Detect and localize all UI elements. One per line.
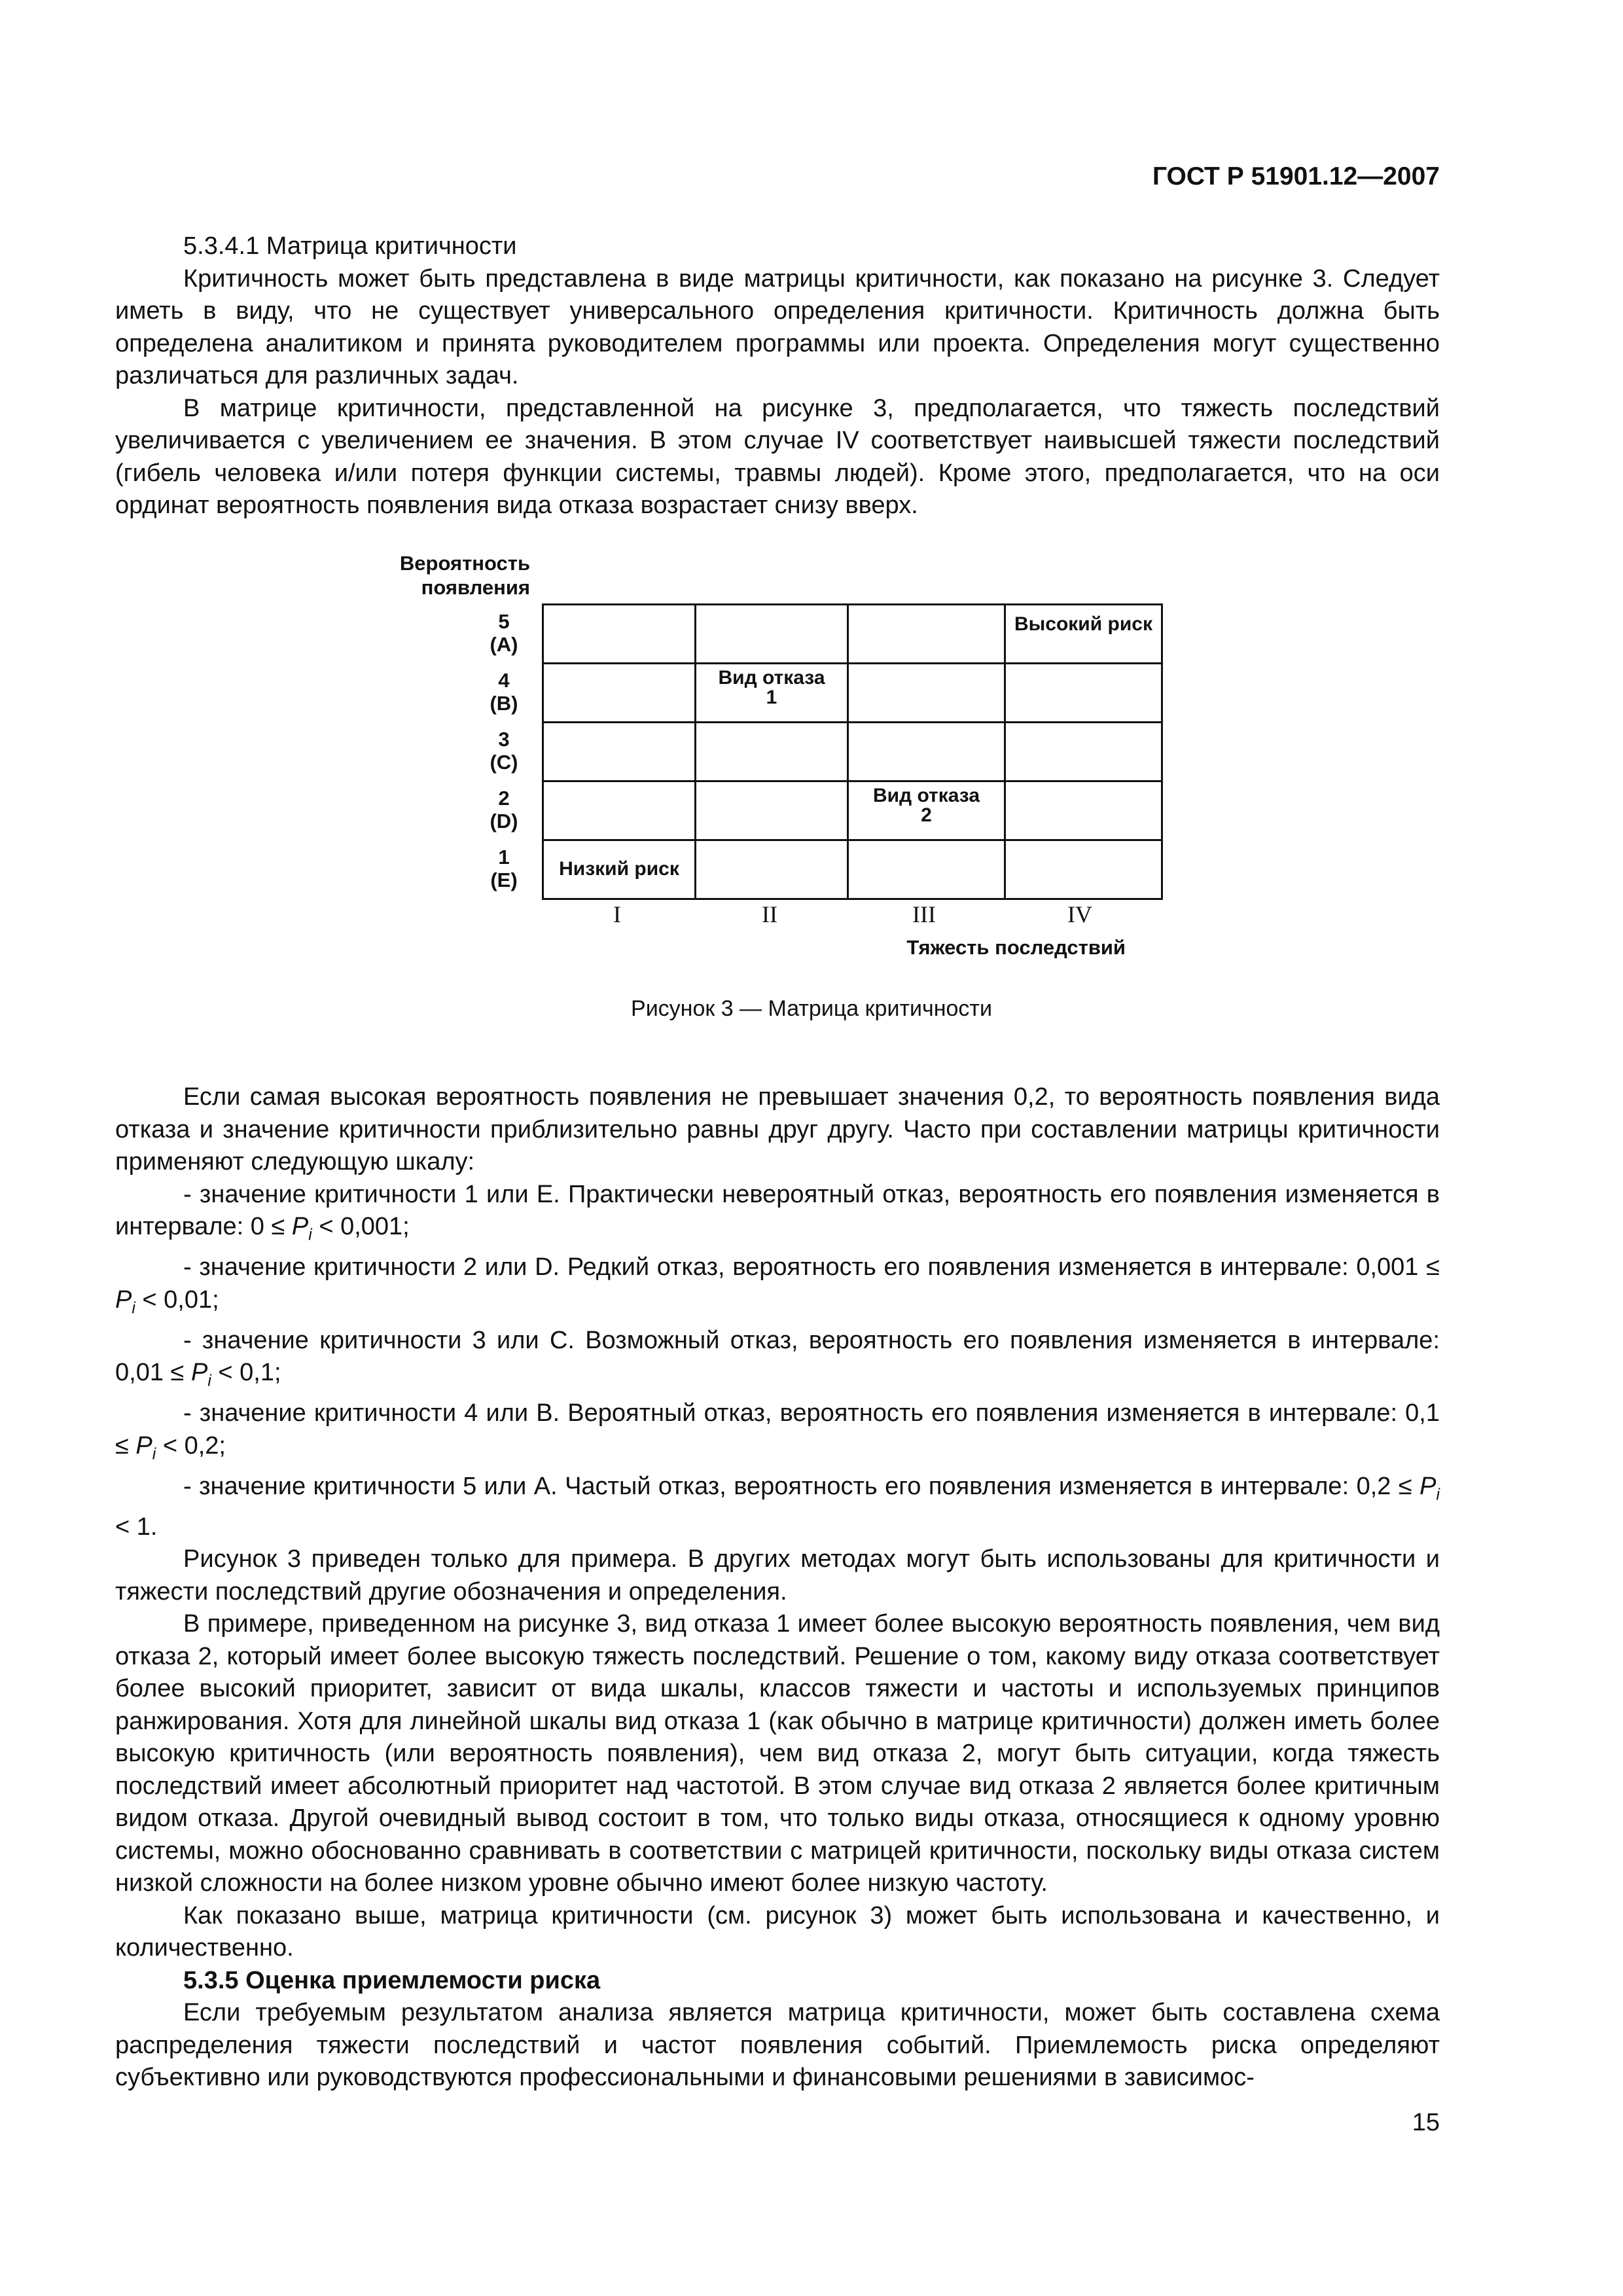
matrix-cell-low-risk: Низкий риск [543,840,696,899]
x-axis-title: Тяжесть последствий [906,936,1126,959]
matrix-cell [848,605,1005,664]
row-number: 2 [498,787,510,810]
matrix-cell [696,605,848,664]
matrix-cell [1005,781,1162,840]
row-label-2 [478,787,530,833]
row-letter: (E) [490,869,518,891]
row-number: 3 [498,728,510,751]
matrix-cell [1005,664,1162,723]
row-label-4 [478,669,530,715]
row-letter: (A) [490,633,518,656]
subsection-heading: 5.3.4.1 Матрица критичности [183,232,517,260]
row-number: 5 [498,610,510,633]
row-label-3 [478,728,530,774]
y-axis-title: Вероятность появления [399,552,530,599]
matrix-cell [848,840,1005,899]
matrix-cell [543,605,696,664]
main-text [115,1081,1440,2094]
matrix-cell-failure-mode-1: Вид отказа 1 [696,664,848,723]
paragraph: В примере, приведенном на рисунке 3, вид отказа 1 имеет более высокую вероятность появления, чем вид отказа 2, который имеет более высокую тяжесть последствий. Решение о том, какому виду отказа соответствует более высокий приоритет, зависит от вида шкалы, классов тяжести и частоты и используемых принципов ранжирования. Хотя для линейной шкалы вид отказа 1 (как обычно в матрице критичности) должен иметь более высокую критичность (или вероятность появления), чем вид отказа 2, могут быть ситуации, когда тяжесть последствий имеет абсолютный приоритет над частотой. В этом случае вид отказа 2 является более критичным видом отказа. Другой очевидный вывод состоит в том, что только виды отказа, относящиеся к одному уровню системы, можно обоснованно сравнивать в соответствии с матрицей критичности, поскольку виды отказа систем низкой сложности на более низком уровне обычно имеют более низкую частоту. [115,1610,1440,1897]
matrix-cell-high-risk: Высокий риск [1005,605,1162,664]
column-label-1: I [613,901,621,927]
scale-item: - значение критичности 4 или B. Вероятный отказ, вероятность его появления изменяется в интервале: $0,1 \le P_i < 0,2$; [115,1399,1440,1463]
scale-item: - значение критичности 1 или E. Практически невероятный отказ, вероятность его появления изменяется в интервале: $0 \le P_i < 0,001$; [115,1180,1440,1244]
paragraph: Если требуемым результатом анализа является матрица критичности, может быть составлена схема распределения тяжести последствий и частот появления событий. Приемлемость риска определяют субъективно или руководствуются профессиональными и финансовыми решениями в зависимос- [115,1999,1440,2092]
matrix-cell [696,840,848,899]
section-heading: 5.3.5 Оценка приемлемости риска [183,1966,601,1994]
paragraph: Рисунок 3 приведен только для примера. В других методах могут быть использованы для критичности и тяжести последствий другие обозначения и определения. [115,1545,1440,1605]
matrix-cell [1005,840,1162,899]
scale-item: - значение критичности 2 или D. Редкий отказ, вероятность его появления изменяется в интервале: $0,001 \le P_i < 0,01$; [115,1253,1440,1318]
intro-section [115,230,1440,522]
row-letter: (B) [490,692,518,715]
row-number: 1 [498,846,510,869]
column-label-2: II [762,901,777,927]
row-letter: (C) [490,751,518,774]
matrix-cell [848,664,1005,723]
matrix-cell [543,723,696,781]
matrix-cell [696,723,848,781]
matrix-cell [848,723,1005,781]
row-label-1 [478,846,530,891]
criticality-matrix [542,603,1163,900]
row-number: 4 [498,669,510,692]
paragraph: Критичность может быть представлена в виде матрицы критичности, как показано на рисунке 3. Следует иметь в виду, что не существует универсального определения критичности. Критичность должна быть определена аналитиком и принята руководителем программы или проекта. Определения могут существенно различаться для различных задач. [115,264,1440,389]
page-number: 15 [1412,2109,1440,2136]
paragraph: Как показано выше, матрица критичности (см. рисунок 3) может быть использована и качественно, и количественно. [115,1901,1440,1962]
matrix-cell [1005,723,1162,781]
column-label-3: III [912,901,936,927]
row-letter: (D) [490,810,518,833]
paragraph: Если самая высокая вероятность появления не превышает значения 0,2, то вероятность появления вида отказа и значение критичности приблизительно равны друг другу. Часто при составлении матрицы критичности применяют следующую шкалу: [115,1083,1440,1175]
column-label-4: IV [1067,901,1092,927]
scale-item: - значение критичности 5 или A. Частый отказ, вероятность его появления изменяется в интервале: $0,2 \le P_i < 1$. [115,1472,1440,1541]
document-code-header: ГОСТ Р 51901.12—2007 [1152,162,1440,190]
matrix-cell [543,664,696,723]
matrix-cell [696,781,848,840]
figure-caption: Рисунок 3 — Матрица критичности [631,996,992,1021]
matrix-cell-failure-mode-2: Вид отказа 2 [848,781,1005,840]
scale-item: - значение критичности 3 или C. Возможный отказ, вероятность его появления изменяется в интервале: $0,01 \le P_i < 0,1$; [115,1326,1440,1390]
paragraph: В матрице критичности, представленной на рисунке 3, предполагается, что тяжесть последствий увеличивается с увеличением ее значения. В этом случае IV соответствует наивысшей тяжести последствий (гибель человека и/или потеря функции системы, травмы людей). Кроме этого, предполагается, что на оси ординат вероятность появления вида отказа возрастает снизу вверх. [115,394,1440,519]
row-label-5 [478,610,530,656]
matrix-cell [543,781,696,840]
